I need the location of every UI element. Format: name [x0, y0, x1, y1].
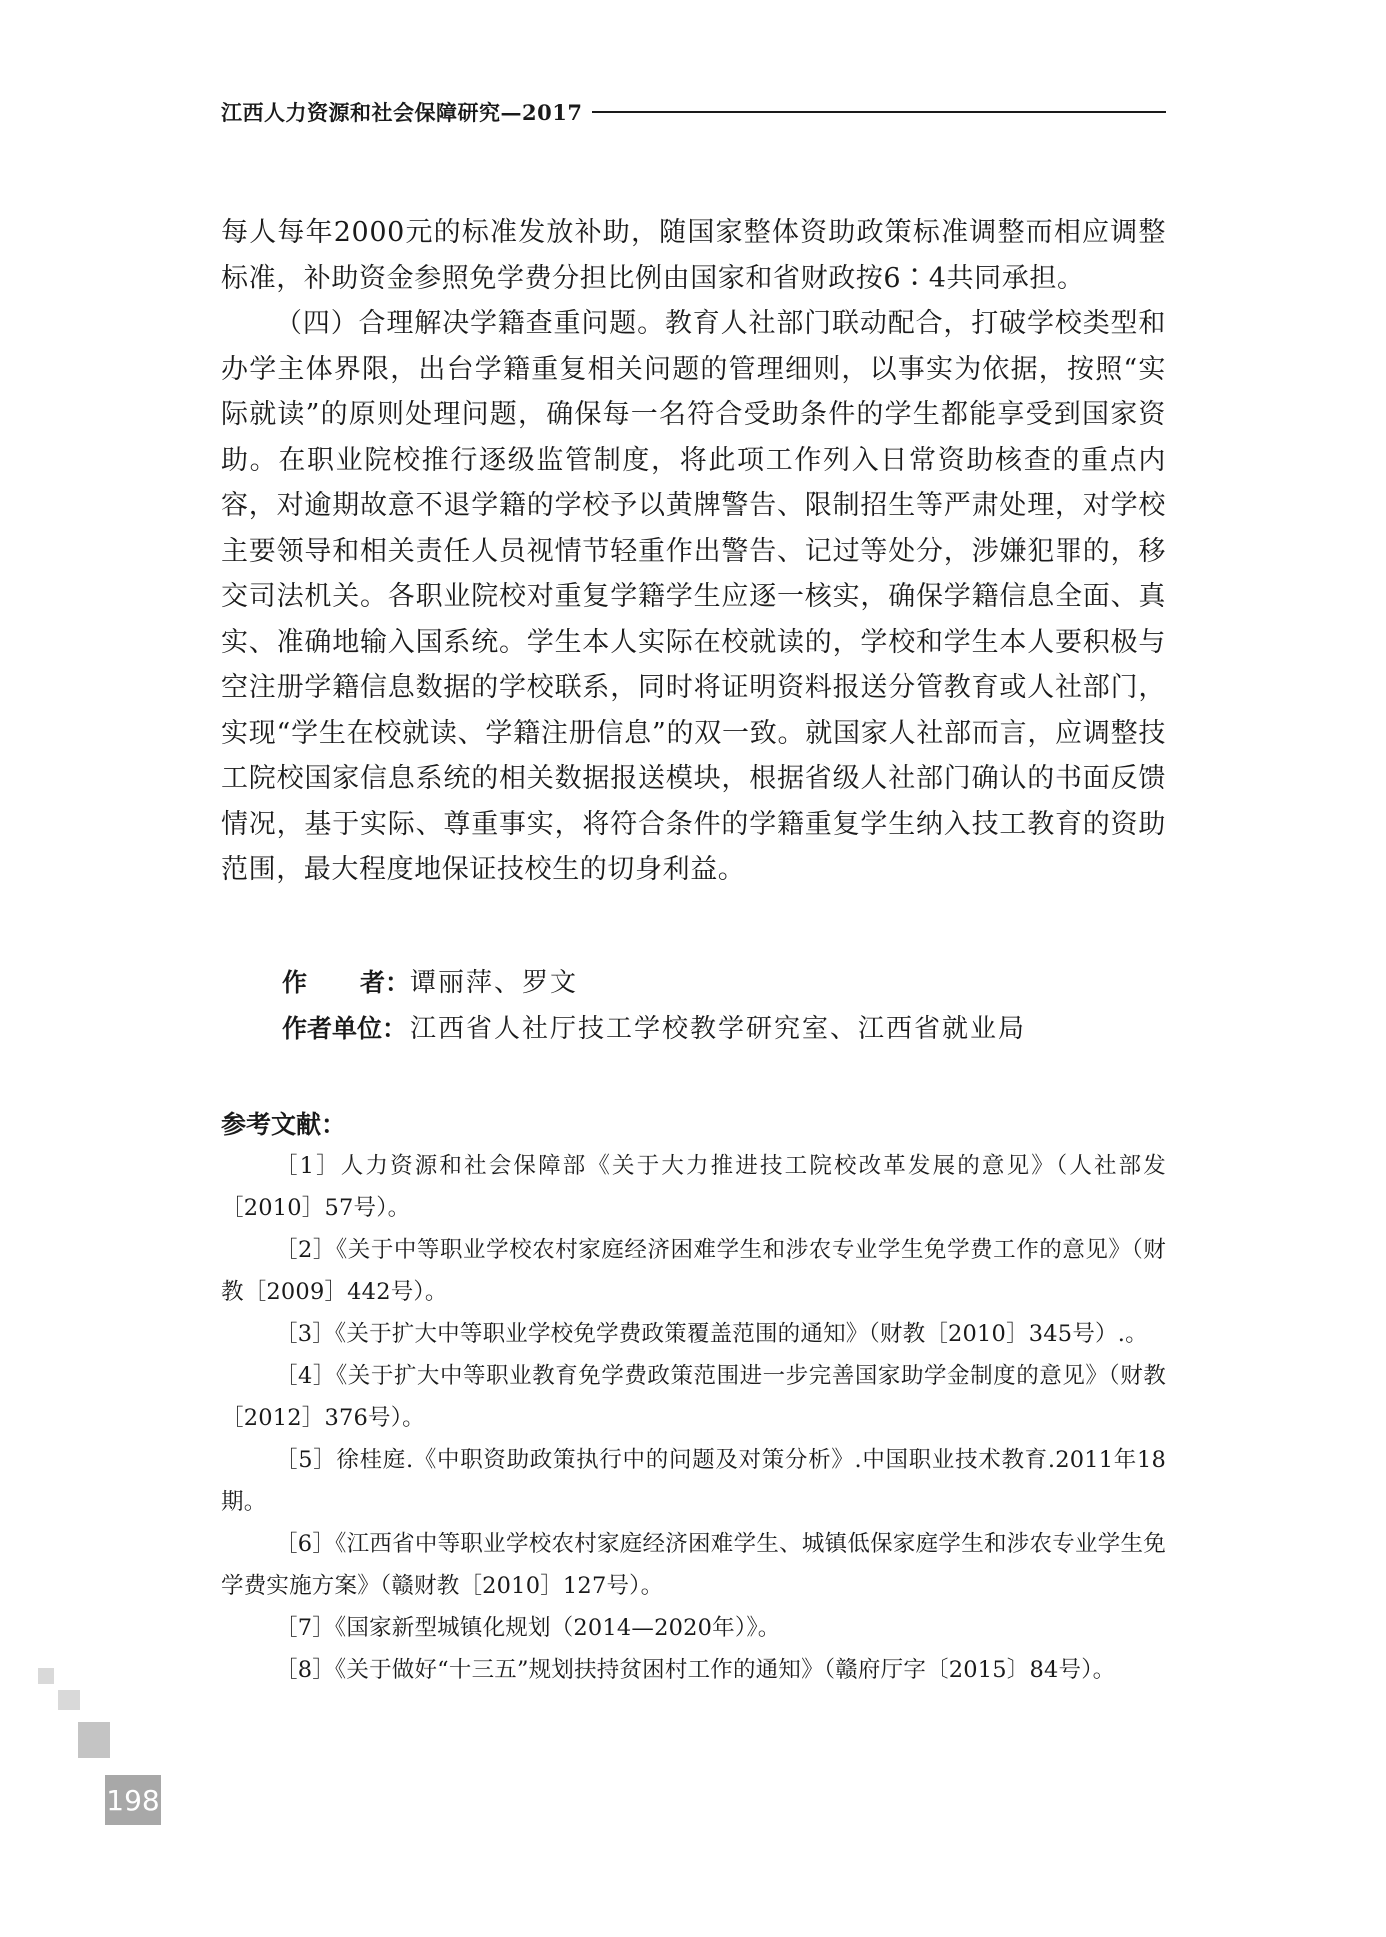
- unit-row: [282, 1006, 1162, 1052]
- author-row: [282, 960, 1162, 1006]
- references-list: [221, 1145, 1166, 1691]
- paragraph-continued: 每人每年2000元的标准发放补助，随国家整体资助政策标准调整而相应调整标准，补助资金参照免学费分担比例由国家和省财政按6∶4共同承担。: [221, 217, 1166, 294]
- journal-title: 江西人力资源和社会保障研究—2017: [221, 100, 583, 125]
- author-names: 谭丽萍、罗文: [410, 968, 579, 998]
- running-header: [221, 95, 1166, 129]
- decor-square: [78, 1722, 110, 1758]
- reference-item: ［3］《关于扩大中等职业学校免学费政策覆盖范围的通知》（财教［2010］345号）.。: [275, 1321, 1148, 1347]
- paragraph-section-four: （四）合理解决学籍查重问题。教育人社部门联动配合，打破学校类型和办学主体界限，出台学籍重复相关问题的管理细则，以事实为依据，按照“实际就读”的原则处理问题，确保每一名符合受助条件的学生都能享受到国家资助。在职业院校推行逐级监管制度，将此项工作列入日常资助核查的重点内容，对逾期故意不退学籍的学校予以黄牌警告、限制招生等严肃处理，对学校主要领导和相关责任人员视情节轻重作出警告、记过等处分，涉嫌犯罪的，移交司法机关。各职业院校对重复学籍学生应逐一核实，确保学籍信息全面、真实、准确地输入国系统。学生本人实际在校就读的，学校和学生本人要积极与空注册学籍信息数据的学校联系，同时将证明资料报送分管教育或人社部门，实现“学生在校就读、学籍注册信息”的双一致。就国家人社部而言，应调整技工院校国家信息系统的相关数据报送模块，根据省级人社部门确认的书面反馈情况，基于实际、尊重事实，将符合条件的学籍重复学生纳入技工教育的资助范围，最大程度地保证技校生的切身利益。: [221, 308, 1166, 885]
- unit-value: 江西省人社厅技工学校教学研究室、江西省就业局: [410, 1014, 1027, 1044]
- author-label: 作 者：: [282, 968, 410, 997]
- header-rule: [592, 111, 1166, 113]
- reference-item: ［6］《江西省中等职业学校农村家庭经济困难学生、城镇低保家庭学生和涉农专业学生免学费实施方案》（赣财教［2010］127号）。: [221, 1531, 1166, 1599]
- decor-square: [38, 1668, 54, 1684]
- page-number: 198: [105, 1775, 161, 1825]
- main-body: [221, 210, 1166, 893]
- references-title: 参考文献：: [221, 1110, 347, 1139]
- reference-item: ［4］《关于扩大中等职业教育免学费政策范围进一步完善国家助学金制度的意见》（财教［2012］376号）。: [221, 1363, 1166, 1431]
- reference-item: ［5］徐桂庭.《中职资助政策执行中的问题及对策分析》.中国职业技术教育.2011年18期。: [221, 1447, 1166, 1515]
- reference-item: ［1］人力资源和社会保障部《关于大力推进技工院校改革发展的意见》（人社部发［2010］57号）。: [221, 1153, 1166, 1221]
- reference-item: ［7］《国家新型城镇化规划（2014—2020年）》。: [275, 1615, 781, 1641]
- unit-label: 作者单位：: [282, 1014, 408, 1043]
- author-block: [282, 960, 1162, 1052]
- reference-item: ［8］《关于做好“十三五”规划扶持贫困村工作的通知》（赣府厅字〔2015〕84号）。: [275, 1657, 1116, 1683]
- decor-square: [58, 1690, 80, 1710]
- reference-item: ［2］《关于中等职业学校农村家庭经济困难学生和涉农专业学生免学费工作的意见》（财教［2009］442号）。: [221, 1237, 1166, 1305]
